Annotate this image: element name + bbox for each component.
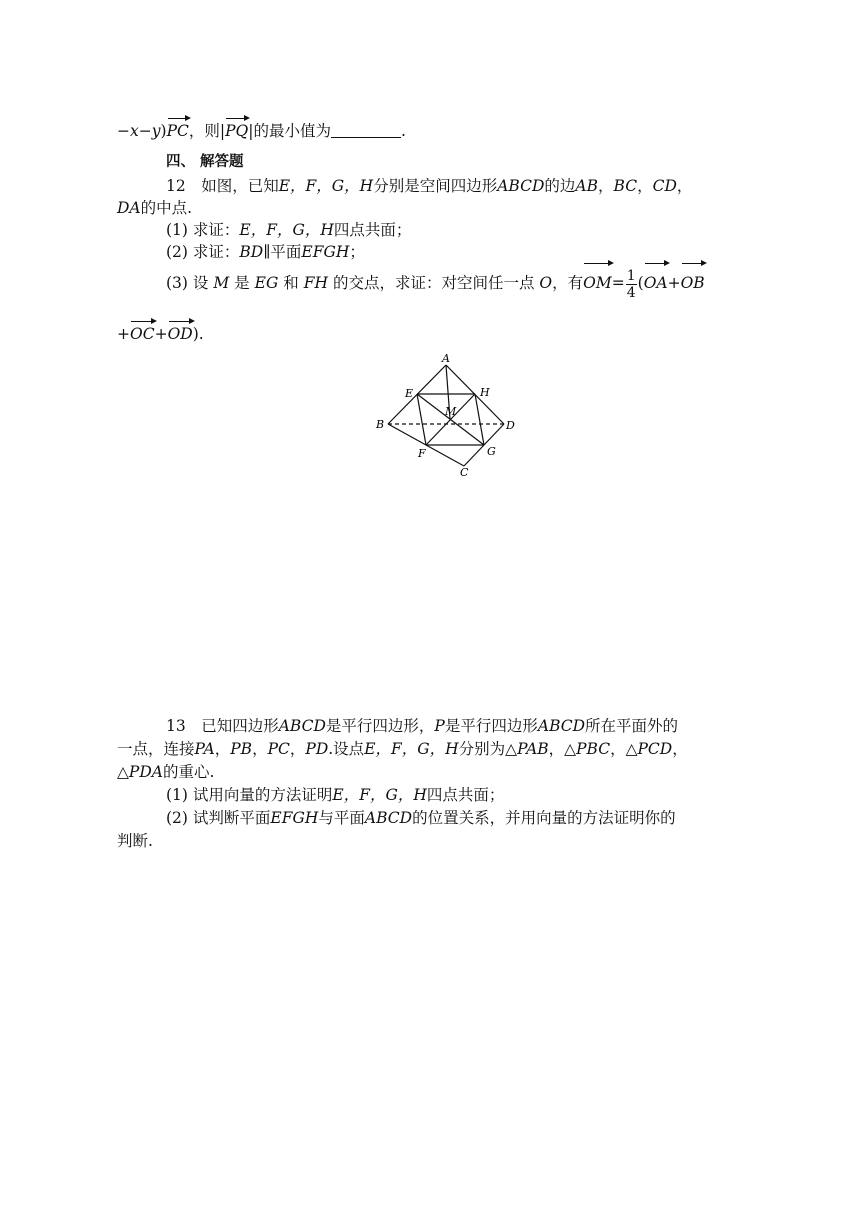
sub-label: (3) — [166, 274, 188, 292]
text: 设 — [192, 274, 209, 292]
sub-label: (2) — [166, 243, 188, 261]
q13-line1 — [166, 716, 678, 736]
q12-sub1 — [166, 220, 411, 240]
q12-sub3 — [166, 266, 705, 301]
var: PAB — [517, 740, 549, 758]
q12-sub2 — [166, 242, 365, 262]
text: ). — [192, 325, 204, 343]
text: |的最小值为 — [248, 122, 331, 140]
text: △ — [117, 763, 129, 781]
section-title: 四、 解答题 — [166, 154, 244, 170]
text: ) — [160, 122, 167, 140]
var: EFGH — [270, 809, 319, 827]
label-e: E — [405, 387, 414, 400]
text: 是 — [234, 274, 250, 292]
var: PA — [194, 740, 215, 758]
text: .设点 — [328, 740, 365, 758]
text: 所在平面外的 — [585, 717, 679, 735]
var: ABCD — [278, 717, 326, 735]
q12-line1 — [166, 176, 692, 196]
var: AB — [575, 177, 598, 195]
vars: E，F，G，H — [239, 221, 334, 239]
label-c: C — [460, 466, 469, 479]
text: 是平行四边形 — [444, 717, 538, 735]
text: 求证： — [192, 221, 240, 239]
var: ABCD — [364, 809, 413, 827]
label-b: B — [376, 418, 385, 431]
text: ， — [214, 740, 231, 758]
vector-om: OM — [583, 266, 612, 300]
answer-blank — [331, 123, 401, 138]
var: EG — [254, 274, 279, 292]
text: 四点共面； — [333, 221, 412, 239]
vars: E，F，G，H — [332, 786, 427, 804]
text: 判断. — [117, 832, 153, 850]
text: 试判断平面 — [192, 809, 271, 827]
text: ，△ — [548, 740, 577, 758]
text: 12 如图，已知 — [166, 177, 279, 195]
var-x: x — [130, 122, 139, 140]
text: 与平面 — [318, 809, 365, 827]
denominator: 4 — [626, 284, 636, 301]
text: + — [117, 325, 130, 343]
q12-line2 — [117, 198, 192, 218]
var: FH — [303, 274, 328, 292]
text: 分别为△ — [458, 740, 518, 758]
var: O — [539, 274, 553, 292]
text: 试用向量的方法证明 — [192, 786, 333, 804]
text: 13 已知四边形 — [166, 717, 279, 735]
text: ( — [637, 274, 644, 292]
var: ABCD — [537, 717, 586, 735]
text: + — [667, 274, 681, 292]
var-y: y — [151, 122, 161, 140]
var: PBC — [576, 740, 611, 758]
q13-sub2 — [166, 808, 676, 828]
var: PDA — [128, 763, 163, 781]
text: ， — [289, 740, 306, 758]
q13-line3 — [117, 762, 214, 782]
label-f: F — [418, 447, 426, 460]
label-a: A — [442, 352, 450, 365]
q12-sub3-cont — [117, 324, 204, 344]
text: − — [117, 122, 130, 140]
text: − — [138, 122, 152, 140]
vector-oc: OC — [130, 325, 155, 343]
text: ∥平面 — [263, 243, 302, 261]
text: ，则| — [188, 122, 226, 140]
text: . — [400, 122, 406, 140]
text: ； — [349, 243, 365, 261]
vars: E，F，G，H — [364, 740, 459, 758]
text: ， — [637, 177, 653, 195]
var: PB — [230, 740, 253, 758]
text: 的交点，求证：对空间任一点 — [332, 274, 535, 292]
text: 和 — [283, 274, 299, 292]
vars: E，F，G，H — [278, 177, 374, 195]
text: = — [611, 274, 625, 292]
vector-oa: OA — [644, 266, 668, 300]
text: 的中点. — [140, 199, 193, 217]
text: 一点，连接 — [117, 740, 195, 758]
text: 的边 — [544, 177, 576, 195]
continuation-line — [117, 121, 406, 141]
vector-od: OD — [167, 325, 193, 343]
var: ABCD — [497, 177, 545, 195]
sub-label: (1) — [166, 221, 188, 239]
q13-line2 — [117, 739, 688, 759]
text: ，有 — [552, 274, 584, 292]
label-m: M — [445, 405, 457, 418]
label-g: G — [487, 445, 496, 458]
text: + — [154, 325, 168, 343]
vector-pq: PQ — [225, 122, 249, 140]
text: ， — [672, 740, 688, 758]
text: 分别是空间四边形 — [373, 177, 498, 195]
var: PD — [305, 740, 329, 758]
section-heading — [166, 152, 244, 172]
text: ， — [598, 177, 614, 195]
var: EFGH — [301, 243, 350, 261]
var: DA — [117, 199, 141, 217]
label-d: D — [506, 419, 515, 432]
text: 四点共面； — [426, 786, 505, 804]
var: BC — [613, 177, 638, 195]
q13-sub1 — [166, 785, 504, 805]
q13-sub2-cont — [117, 831, 153, 851]
var: P — [434, 717, 445, 735]
text: 的重心. — [162, 763, 215, 781]
sub-label: (2) — [166, 809, 188, 827]
vector-ob: OB — [681, 266, 705, 300]
text: 求证： — [192, 243, 240, 261]
numerator: 1 — [626, 267, 636, 284]
sub-label: (1) — [166, 786, 188, 804]
var: PC — [267, 740, 290, 758]
vector-pc: PC — [166, 122, 189, 140]
text: ， — [252, 740, 268, 758]
quadrilateral-figure — [372, 352, 532, 480]
fraction — [626, 268, 637, 301]
var: BD — [239, 243, 264, 261]
label-h: H — [480, 386, 490, 399]
var: PCD — [637, 740, 673, 758]
text: 是平行四边形， — [325, 717, 435, 735]
text: ， — [676, 177, 693, 195]
text: ，△ — [610, 740, 638, 758]
var: M — [213, 274, 230, 292]
text: 的位置关系，并用向量的方法证明你的 — [412, 809, 676, 827]
var: CD — [652, 177, 677, 195]
